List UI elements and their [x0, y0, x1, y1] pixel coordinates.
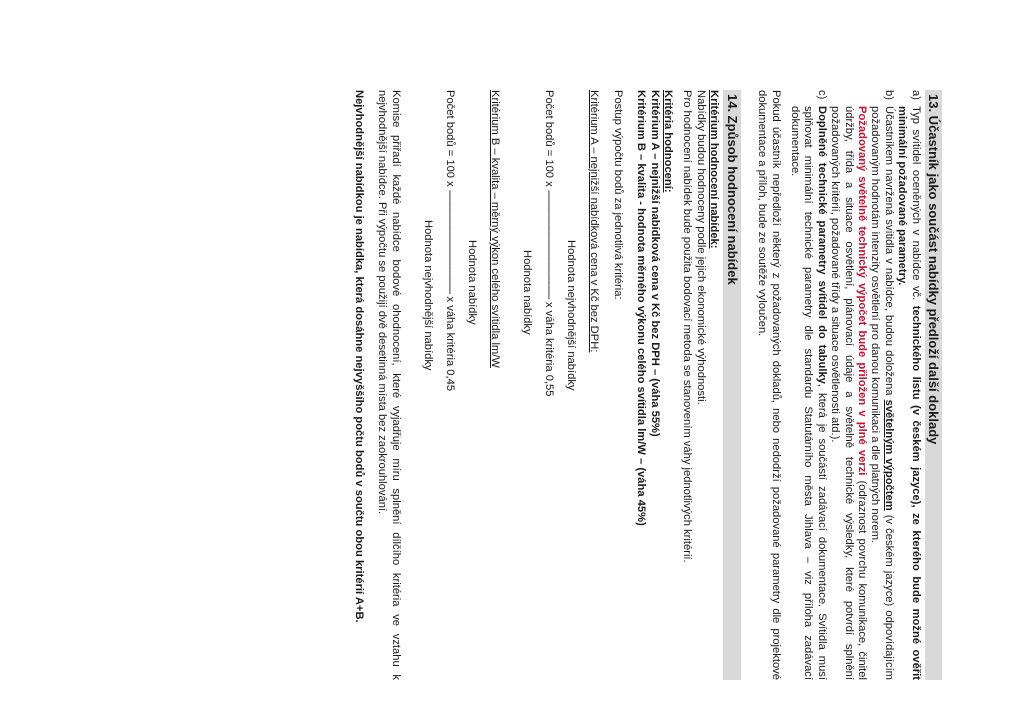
- criterion-a: Kritérium A – nejnižší nabídková cena v Kč bez DPH – (váha 55%): [648, 90, 661, 437]
- item-a: [895, 90, 922, 680]
- item-a-label: a): [909, 90, 922, 100]
- formula-b-line: Počet bodů = 100 x -------------------------------------- x váha kritéria 0,45: [443, 90, 456, 392]
- document-body: [351, 90, 942, 680]
- formula-a-numerator: Hodnota nejvhodnější nabídky: [565, 240, 578, 391]
- formula-b-numerator: Hodnota nabídky: [465, 240, 478, 325]
- item-b-text: Účastníkem navržená svítidla v nabídce, budou doložena světelným výpočtem (v českém jazyce) odpovídajícím požadovaným hodnotám intenzity osvětlení pro danou komunikaci a dle platných norem. Požadovaný světelně technický výpočet bude přiložen v plné verzi (odraznost povrchu komunikace, činitel údržby, třída a situace osvětlení, plánovací údaje a světelně technické výsledky, které potvrdí splnění požadovaných kritérií, požadované třídy a situace osvětlenosti atd.).: [829, 106, 895, 681]
- calculation-intro: Postup výpočtu bodů za jednotlivá kritéria:: [611, 90, 624, 300]
- item-a-text: Typ svítidel oceněných v nabídce vč. technického listu (v českém jazyce), ze kterého bude možné ověřit minimální požadované parametry.: [896, 106, 922, 680]
- section-13-note: Pokud účastník nepředloží některý z požadovaných dokladů, nebo nedodrží požadované parametry dle projektové dokumentace a příloh, bude ze soutěže vyloučen.: [756, 90, 782, 680]
- formula-a-line: Počet bodů = 100 x ---------------------------------------- x váha kritéria 0,55: [543, 90, 556, 397]
- paragraph-evaluation: Nabídky budou hodnoceny podle jejich ekonomické výhodnosti.: [694, 90, 707, 405]
- section-13-heading: 13. Účastník jako součást nabídky předloží další doklady: [925, 90, 942, 680]
- section-14-heading: 14. Způsob hodnocení nabídek: [723, 90, 740, 680]
- criterion-b: Kritérium B – kvalita - hodnota měrného výkonu celého svítidla lm/W – (váha 45%): [635, 90, 648, 526]
- kriteria-heading: Kritéria hodnocení:: [662, 90, 675, 193]
- final-statement: Nejvhodnější nabídkou je nabídka, která dosáhne nejvyššího počtu bodů v součtu obou kritérií A+B.: [352, 90, 365, 623]
- item-b-label: b): [882, 90, 895, 100]
- item-b: [828, 90, 895, 680]
- formula-a: [507, 90, 577, 680]
- item-c-text: Doplněné technické parametry svítidel do tabulky, která je součástí zadávací dokumentace. Svítidla musí splňovat minimální technické parametry dle standardu Statutárního města Jihlava – viz příloha zadávací dokumentace.: [788, 106, 828, 681]
- formula-a-denominator: Hodnota nabídky: [521, 250, 534, 335]
- commission-paragraph: Komise přiřadí každé nabídce bodové ohodnocení, které vyjadřuje míru splnění dílčího kritéria ve vztahu k nejvhodnější nabídce. Při výpočtu se použijí dvě desetinná místa bez zaokrouhlování.: [376, 90, 402, 680]
- item-c: [788, 90, 828, 680]
- paragraph-method: Pro hodnocení nabídek bude použita bodovací metoda se stanovením váhy jednotlivých kritérií.: [681, 90, 694, 563]
- criterion-a-subheading: Kritérium A – nejnižší nabídková cena v Kč bez DPH:: [588, 90, 601, 353]
- item-c-label: c): [815, 90, 828, 100]
- kriterium-heading: Kritérium hodnocení nabídek:: [708, 90, 721, 249]
- formula-b: [408, 90, 478, 680]
- formula-b-denominator: Hodnota nejvhodnější nabídky: [421, 220, 434, 371]
- criterion-b-subheading: Kritérium B – kvalita – měrný výkon celého svítidla lm/W: [489, 90, 502, 368]
